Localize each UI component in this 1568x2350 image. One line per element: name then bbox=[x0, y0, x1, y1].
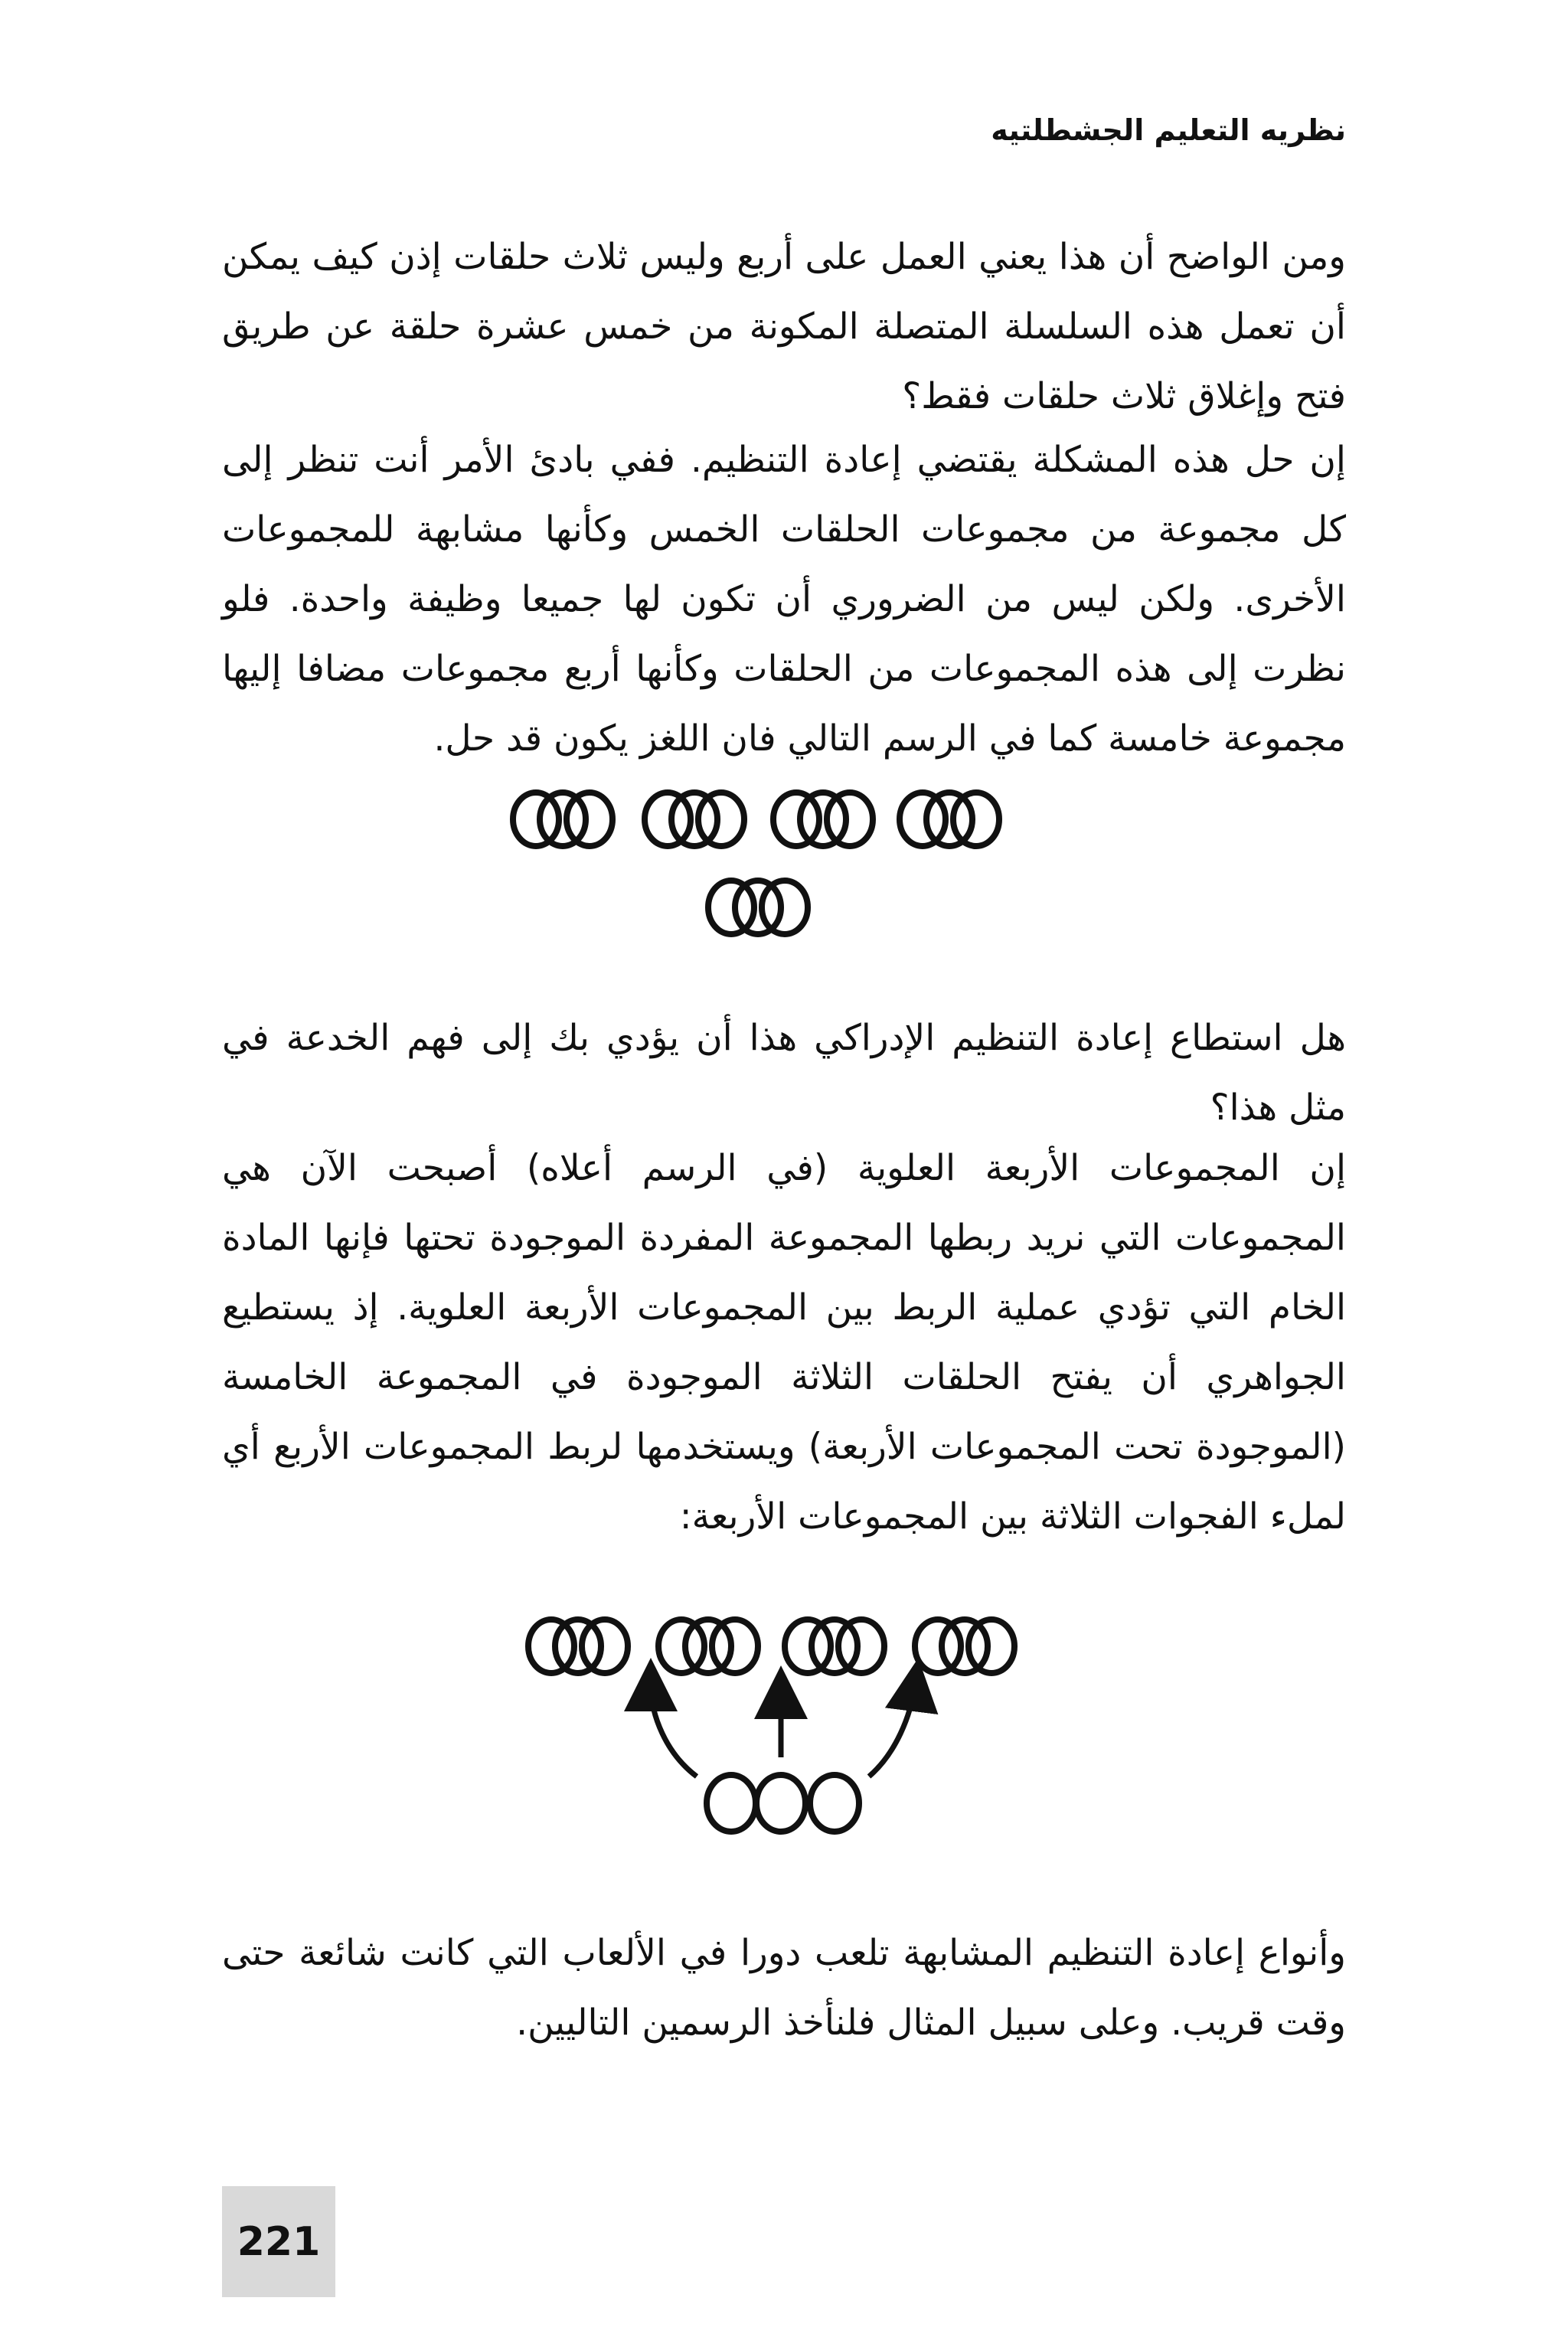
arrow-right-icon bbox=[869, 1685, 915, 1776]
single-ring-1 bbox=[707, 1775, 756, 1832]
ring-linking-figure bbox=[505, 1600, 1057, 1853]
paragraph-1: ومن الواضح أن هذا يعني العمل على أربع وليس ثلاث حلقات إذن كيف يمكن أن تعمل هذه السلسلة المتصلة المكونة من خمس عشرة حلقة عن طريق فتح وإغلاق ثلاث حلقات فقط؟ bbox=[222, 236, 1346, 417]
ring-group-4 bbox=[915, 1620, 1014, 1673]
ring-group-3 bbox=[785, 1620, 884, 1673]
single-ring-2 bbox=[756, 1775, 805, 1832]
ring-group-1 bbox=[513, 793, 612, 846]
running-header: نظريه التعليم الجشطلتيه bbox=[991, 113, 1346, 147]
ring-group-3 bbox=[773, 793, 873, 846]
ring-groups-figure bbox=[505, 773, 1057, 957]
arrow-left-icon bbox=[651, 1685, 697, 1776]
ring-group-2 bbox=[645, 793, 744, 846]
page-number: 221 bbox=[237, 2218, 321, 2265]
ring-group-5 bbox=[708, 881, 808, 934]
ring-group-4 bbox=[900, 793, 999, 846]
paragraph-4: إن المجموعات الأربعة العلوية (في الرسم أعلاه) أصبحت الآن هي المجموعات التي نريد ربطها المجموعة المفردة الموجودة تحتها فإنها المادة الخام التي تؤدي عملية الربط بين المجموعات الأربعة العلوية. إذ يستطيع الجواهري أن يفتح الحلقات الثلاثة الموجودة في المجموعة الخامسة (الموجودة تحت المجموعات الأربعة) ويستخدمها لربط المجموعات الأربع أي لملء الفجوات الثلاثة بين المجموعات الأربعة: bbox=[222, 1147, 1346, 1538]
page-number-box bbox=[222, 2186, 335, 2297]
single-ring-3 bbox=[810, 1775, 859, 1832]
paragraph-2: إن حل هذه المشكلة يقتضي إعادة التنظيم. ففي بادئ الأمر أنت تنظر إلى كل مجموعة من مجموعات الحلقات الخمس وكأنها مشابهة للمجموعات الأخرى. ولكن ليس من الضروري أن تكون لها جميعا وظيفة واحدة. فلو نظرت إلى هذه المجموعات من الحلقات وكأنها أربع مجموعات مضافا إليها مجموعة خامسة كما في الرسم التالي فان اللغز يكون قد حل. bbox=[222, 439, 1346, 760]
paragraph-5: وأنواع إعادة التنظيم المشابهة تلعب دورا في الألعاب التي كانت شائعة حتى وقت قريب. وعلى سبيل المثال فلنأخذ الرسمين التاليين. bbox=[222, 1932, 1346, 2044]
paragraph-3: هل استطاع إعادة التنظيم الإدراكي هذا أن يؤدي بك إلى فهم الخدعة في مثل هذا؟ bbox=[222, 1017, 1346, 1129]
ring-group-1 bbox=[528, 1620, 628, 1673]
ring-group-2 bbox=[658, 1620, 758, 1673]
